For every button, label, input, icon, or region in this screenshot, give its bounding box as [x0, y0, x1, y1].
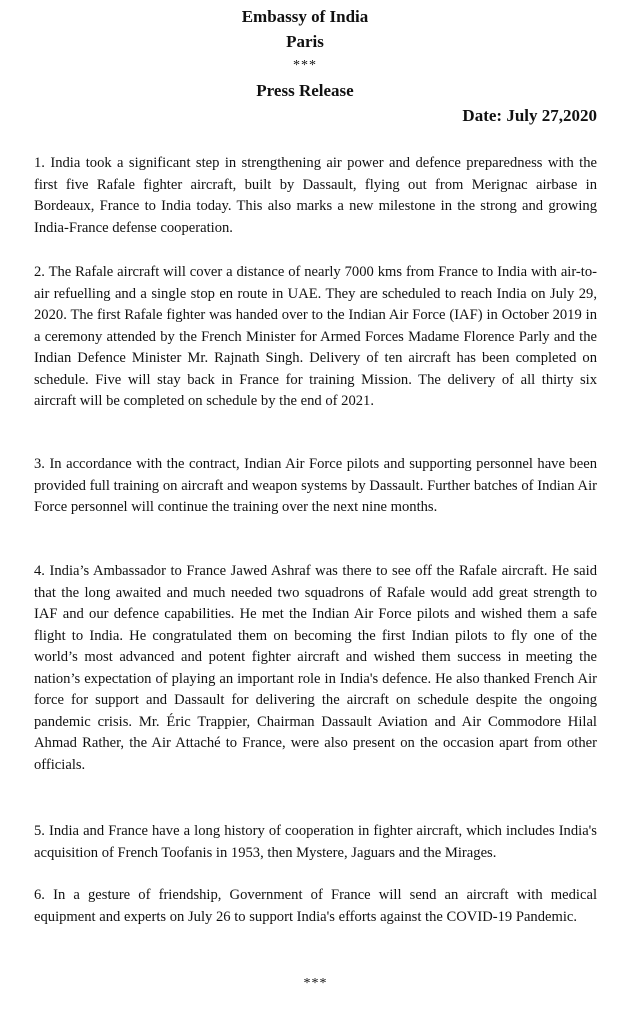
embassy-name: Embassy of India — [241, 7, 369, 26]
paragraph-6: 6. In a gesture of friendship, Government of France will send an aircraft with medical equipment and experts on July 26 to support India's efforts against the COVID-19 Pandemic. — [34, 887, 597, 925]
release-date: Date: July 27,2020 — [462, 106, 597, 125]
document-title: Press Release — [256, 81, 354, 100]
paragraph-4: 4. India’s Ambassador to France Jawed Ashraf was there to see off the Rafale aircraft. He said that the long awaited and much needed two squadrons of Rafale would add great strength to IAF and our defence capabilities. He met the Indian Air Force pilots and wished them a safe flight to India. He congratulated them on becoming the first Indian pilots to fly one of the world’s most advanced and potent fighter aircraft and wished them success in meeting the nation’s expectation of playing an important role in India's defence. He also thanked French Air force for support and Dassault for delivering the aircraft on schedule despite the ongoing pandemic crisis. Mr. Éric Trappier, Chairman Dassault Aviation and Air Commodore Hilal Ahmad Rather, the Air Attaché to France, were also present on the occasion apart from other officials. — [34, 563, 597, 773]
paragraph-2: 2. The Rafale aircraft will cover a distance of nearly 7000 kms from France to India with air-to-air refuelling and a single stop en route in UAE. They are scheduled to reach India on July 29, 2020. The first Rafale fighter was handed over to the Indian Air Force (IAF) in October 2019 in a ceremony attended by the French Minister for Armed Forces Madame Florence Parly and the Indian Defence Minister Mr. Rajnath Singh. Delivery of ten aircraft has been completed on schedule. Five will stay back in France for training Mission. The delivery of all thirty six aircraft will be completed on schedule by the end of 2021. — [34, 264, 597, 409]
paragraph-5: 5. India and France have a long history of cooperation in fighter aircraft, which includes India's acquisition of French Toofanis in 1953, then Mystere, Jaguars and the Mirages. — [34, 823, 597, 861]
footer-separator: *** — [303, 976, 328, 991]
paragraph-3: 3. In accordance with the contract, Indian Air Force pilots and supporting personnel have been provided full training on aircraft and weapon systems by Dassault. Further batches of Indian Air Force personnel will continue the training over the next nine months. — [34, 456, 597, 515]
header-separator: *** — [293, 58, 317, 73]
paragraph-1: 1. India took a significant step in strengthening air power and defence preparedness with the first five Rafale fighter aircraft, built by Dassault, flying out from Merignac airbase in Bordeaux, France to India today. This also marks a new milestone in the strong and growing India-France defense cooperation. — [34, 155, 597, 236]
city-name: Paris — [286, 32, 324, 51]
